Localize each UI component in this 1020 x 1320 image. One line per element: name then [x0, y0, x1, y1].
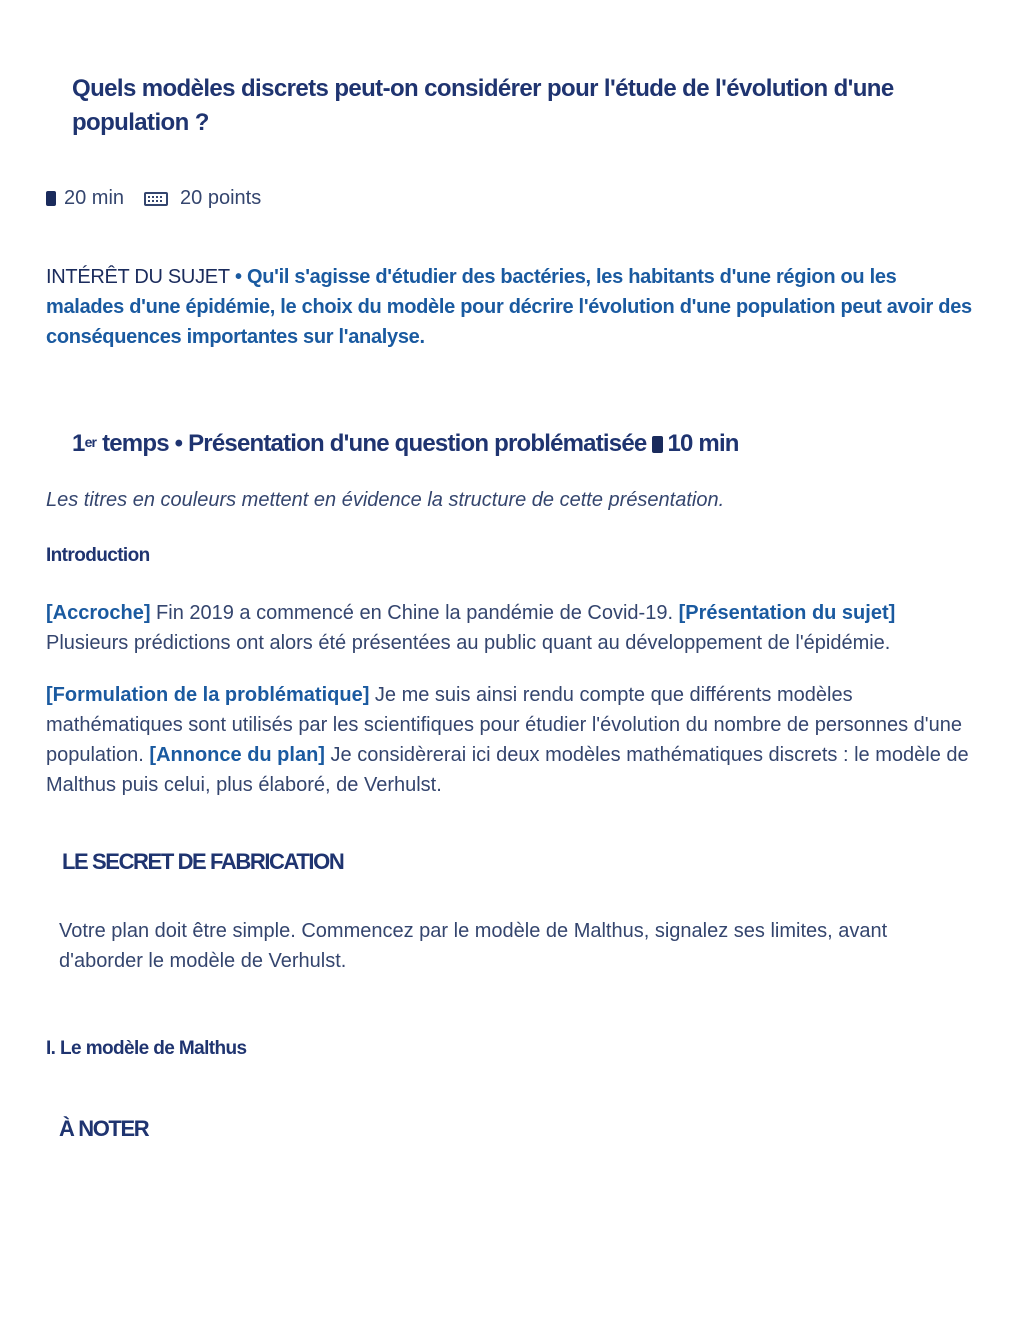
tag-accroche: [Accroche] [46, 602, 151, 624]
section-heading [72, 430, 739, 458]
intro-p1-text1: Fin 2019 a commencé en Chine la pandémie de Covid-19. [150, 602, 679, 624]
interest-separator: • [229, 266, 247, 288]
section-title-text: temps • Présentation d'une question problématisée [96, 430, 647, 457]
subject-interest [46, 262, 976, 352]
intro-paragraph-1 [46, 598, 976, 658]
page-title: Quels modèles discrets peut-on considérer pour l'étude de l'évolution d'une population ? [72, 75, 894, 136]
secret-heading: LE SECRET DE FABRICATION [62, 849, 344, 874]
interest-label: INTÉRÊT DU SUJET [46, 266, 230, 288]
section-number: 1 [72, 430, 85, 457]
secret-text: Votre plan doit être simple. Commencez par le modèle de Malthus, signalez ses limites, avant d'aborder le modèle de Verhulst. [59, 920, 888, 972]
exercise-meta [46, 187, 261, 210]
interest-text: Qu'il s'agisse d'étudier des bactéries, les habitants d'une région ou les malades d'une épidémie, le choix du modèle pour décrire l'évolution d'une population peut avoir des conséquences importantes sur l'analyse. [46, 266, 972, 348]
tag-problematique: [Formulation de la problématique] [46, 684, 370, 706]
intro-p2-text1: Je me suis ainsi rendu compte que différents modèles mathématiques sont utilisés par les scientifiques pour étudier l'évolution du nombre de personnes d'une population. [46, 684, 962, 766]
tag-presentation-sujet: [Présentation du sujet] [678, 602, 896, 624]
section-duration: 10 min [667, 430, 739, 457]
intro-paragraph-2 [46, 680, 976, 800]
section-superscript: er [84, 434, 97, 450]
duration-text: 20 min [64, 187, 125, 209]
timer-icon [652, 436, 663, 453]
keyboard-icon [144, 192, 168, 206]
note-heading: À NOTER [59, 1116, 149, 1141]
structure-note: Les titres en couleurs mettent en évidence la structure de cette présentation. [46, 489, 725, 511]
tag-annonce-plan: [Annonce du plan] [149, 744, 325, 766]
points-text: 20 points [180, 187, 262, 209]
intro-p1-text2: Plusieurs prédictions ont alors été présentées au public quant au développement de l'épidémie. [46, 632, 891, 654]
intro-p2-text2: Je considèrerai ici deux modèles mathématiques discrets : le modèle de Malthus puis celui, plus élaboré, de Verhulst. [46, 744, 969, 796]
introduction-heading: Introduction [46, 545, 150, 566]
part1-heading: I. Le modèle de Malthus [46, 1038, 247, 1059]
clock-icon [46, 191, 56, 206]
